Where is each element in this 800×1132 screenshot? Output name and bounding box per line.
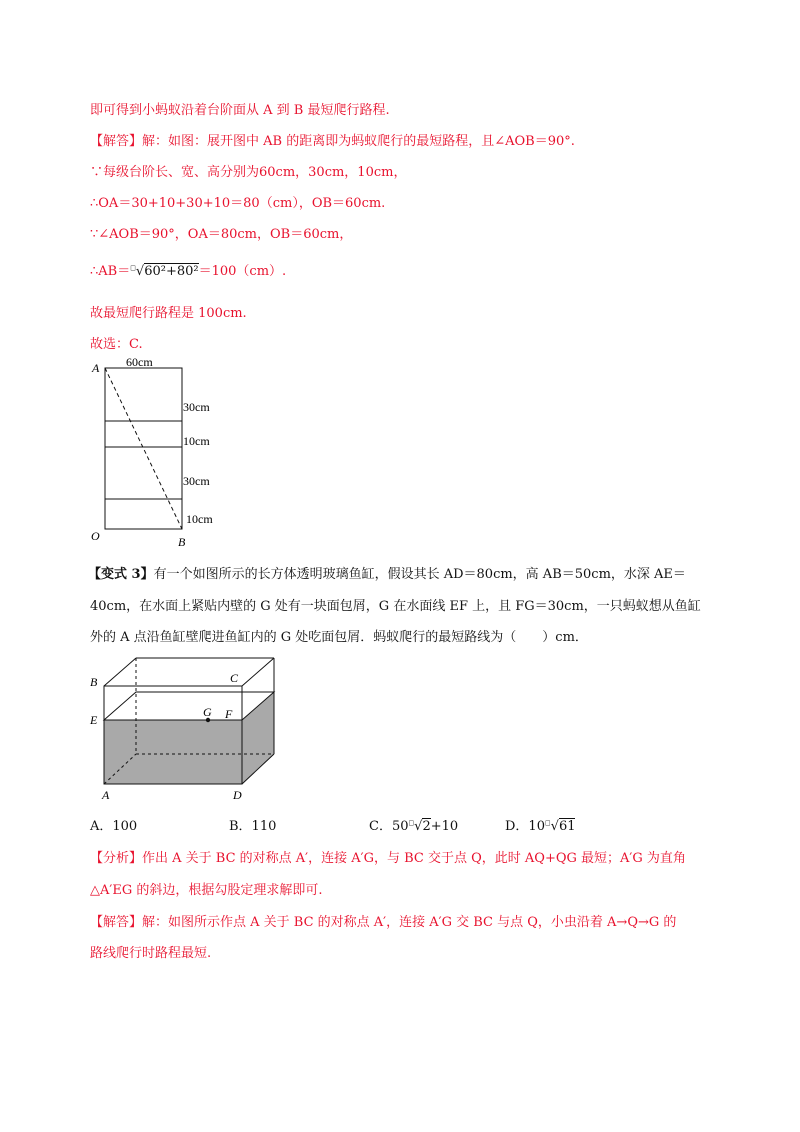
label-e: E: [90, 713, 98, 727]
option-d-sqrt: □√61: [544, 819, 576, 834]
option-c: [369, 815, 458, 834]
option-c-prefix: C．50: [369, 819, 409, 834]
solution-line-5: ∵∠AOB＝90°，OA＝80cm，OB＝60cm，: [90, 227, 353, 242]
solution-line-8: 故选：C.: [90, 337, 143, 352]
label-seg4: 10cm: [186, 512, 213, 526]
label-f: F: [225, 707, 233, 721]
label-g: G: [203, 705, 212, 719]
analysis-line-1: 【分析】作出 A 关于 BC 的对称点 A′，连接 A′G，与 BC 交于点 Q，此时 AQ+QG 最短；A′G 为直角: [90, 851, 686, 866]
label-seg3: 30cm: [183, 474, 210, 488]
label-o: O: [91, 529, 100, 543]
label-seg2: 10cm: [183, 434, 210, 448]
ab-prefix: ∴AB＝: [90, 264, 131, 279]
option-d: [505, 815, 575, 834]
option-b: B．110: [229, 819, 277, 834]
solution-line-1: 即可得到小蚂蚁沿着台阶面从 A 到 B 最短爬行路程.: [90, 103, 390, 118]
label-b: B: [90, 675, 98, 689]
question-tag: 【变式 3】: [88, 567, 154, 582]
option-c-radicand: 2: [422, 819, 431, 834]
question-text-1: 有一个如图所示的长方体透明玻璃鱼缸，假设其长 AD＝80cm，高 AB＝50cm，水深 AE＝: [153, 567, 686, 582]
solution-line-6: [90, 260, 286, 279]
sqrt-radicand: 60²+80²: [144, 264, 199, 279]
staircase-unfold-figure: [88, 355, 248, 550]
solution-line-3: ∵每级台阶长、宽、高分别为60cm，30cm，10cm，: [90, 165, 407, 180]
solution-line-2: 【解答】解：如图：展开图中 AB 的距离即为蚂蚁爬行的最短路程，且∠AOB＝90°.: [90, 134, 575, 149]
ab-suffix: ＝100（cm）.: [198, 264, 287, 279]
label-a: A: [92, 361, 100, 375]
analysis-line-2: △A′EG 的斜边，根据勾股定理求解即可.: [90, 883, 323, 898]
question-line-2: 40cm，在水面上紧贴内壁的 G 处有一块面包屑，G 在水面线 EF 上，且 FG＝30cm，一只蚂蚁想从鱼缸: [90, 599, 701, 614]
option-c-sqrt: □√2: [408, 819, 431, 834]
answer-line-2: 路线爬行时路程最短.: [90, 946, 212, 961]
sqrt-expression: □√60²+80²: [130, 264, 199, 279]
label-c: C: [230, 671, 239, 685]
label-a: A: [102, 788, 110, 802]
tank-edge: [104, 658, 136, 686]
label-seg1: 30cm: [183, 400, 210, 414]
option-a: A．100: [90, 819, 138, 834]
label-top-length: 60cm: [126, 355, 153, 369]
option-c-suffix: +10: [430, 819, 459, 834]
tank-edge: [242, 658, 274, 686]
unfold-rectangle: [105, 368, 182, 529]
solution-line-7: 故最短爬行路程是 100cm.: [90, 306, 247, 321]
answer-line-1: 【解答】解：如图所示作点 A 关于 BC 的对称点 A′，连接 A′G 交 BC 与点 Q，小虫沿着 A→Q→G 的: [90, 915, 677, 930]
question-line-1: [88, 563, 686, 582]
solution-line-4: ∴OA＝30+10+30+10＝80（cm），OB＝60cm.: [90, 196, 386, 211]
water-volume: [104, 692, 274, 784]
option-d-prefix: D．10: [505, 819, 545, 834]
fish-tank-figure: [88, 648, 288, 803]
option-d-radicand: 61: [558, 819, 576, 834]
path-ab-dashed: [105, 368, 182, 529]
label-b: B: [178, 535, 186, 549]
question-line-3: 外的 A 点沿鱼缸壁爬进鱼缸内的 G 处吃面包屑．蚂蚁爬行的最短路线为（ ）cm．: [90, 630, 588, 645]
label-d: D: [233, 788, 242, 802]
